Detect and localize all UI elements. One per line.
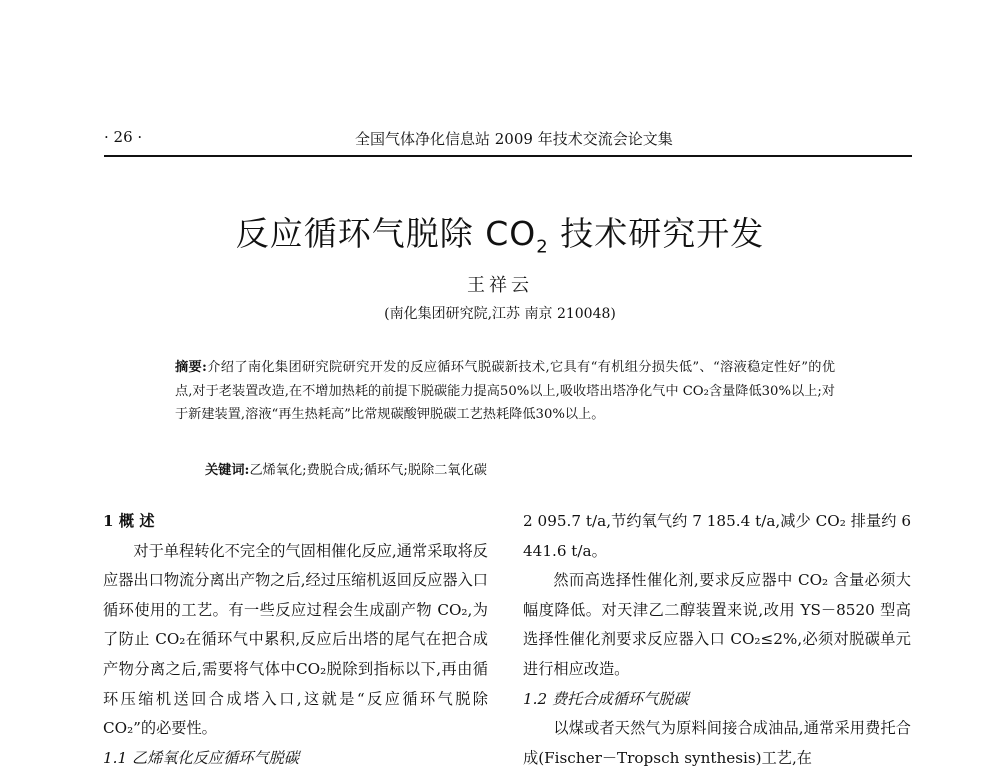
- author: 王祥云: [467, 275, 533, 296]
- keywords-label: 关键词:: [205, 463, 250, 478]
- keywords-text: 乙烯氧化;费脱合成;循环气;脱除二氧化碳: [249, 463, 487, 478]
- right-column: [523, 507, 911, 773]
- title-tail: 技术研究开发: [548, 214, 765, 253]
- keywords: [205, 459, 487, 478]
- body-paragraph: 以煤或者天然气为原料间接合成油品,通常采用费托合成(Fischer－Tropsch synthesis)工艺,在: [523, 719, 911, 767]
- abstract-text: 介绍了南化集团研究院研究开发的反应循环气脱碳新技术,它具有“有机组分损失低”、“溶液稳定性好”的优点,对于老装置改造,在不增加热耗的前提下脱碳能力提高50%以上,吸收塔出塔净化气中 CO₂含量降低30%以上;对于新建装置,溶液“再生热耗高”比常规碳酸钾脱碳工艺热耗降低30%以上。: [175, 360, 836, 422]
- running-header: 全国气体净化信息站 2009 年技术交流会论文集: [355, 130, 673, 148]
- subsection-heading: 1.1 乙烯氧化反应循环气脱碳: [103, 748, 300, 767]
- subsection-heading: 1.2 费托合成循环气脱碳: [523, 689, 689, 708]
- body-paragraph: 2 095.7 t/a,节约氧气约 7 185.4 t/a,减少 CO₂ 排量约 6 441.6 t/a。: [523, 512, 911, 560]
- abstract: [175, 356, 835, 427]
- abstract-label: 摘要:: [175, 360, 207, 375]
- paper-title: [0, 208, 1000, 258]
- page-number: · 26 ·: [104, 128, 143, 146]
- affiliation: (南化集团研究院,江苏 南京 210048): [384, 306, 616, 322]
- title-subscript: 2: [536, 236, 549, 258]
- body-paragraph: 然而高选择性催化剂,要求反应器中 CO₂ 含量必须大幅度降低。对天津乙二醇装置来说,改用 YS－8520 型高选择性催化剂要求反应器入口 CO₂≤2%,必须对脱碳单元进行相应改造。: [523, 571, 911, 678]
- title-main: 反应循环气脱除 CO: [235, 214, 537, 253]
- header-rule: [104, 155, 912, 157]
- left-column: [103, 507, 488, 773]
- body-paragraph: 对于单程转化不完全的气固相催化反应,通常采取将反应器出口物流分离出产物之后,经过压缩机返回反应器入口循环使用的工艺。有一些反应过程会生成副产物 CO₂,为了防止 CO₂在循环气中累积,反应后出塔的尾气在把合成产物分离之后,需要将气体中CO₂脱除到指标以下,再由循环压缩机送回合成塔入口,这就是“反应循环气脱除 CO₂”的必要性。: [103, 541, 488, 738]
- section-heading: 1 概 述: [103, 512, 155, 530]
